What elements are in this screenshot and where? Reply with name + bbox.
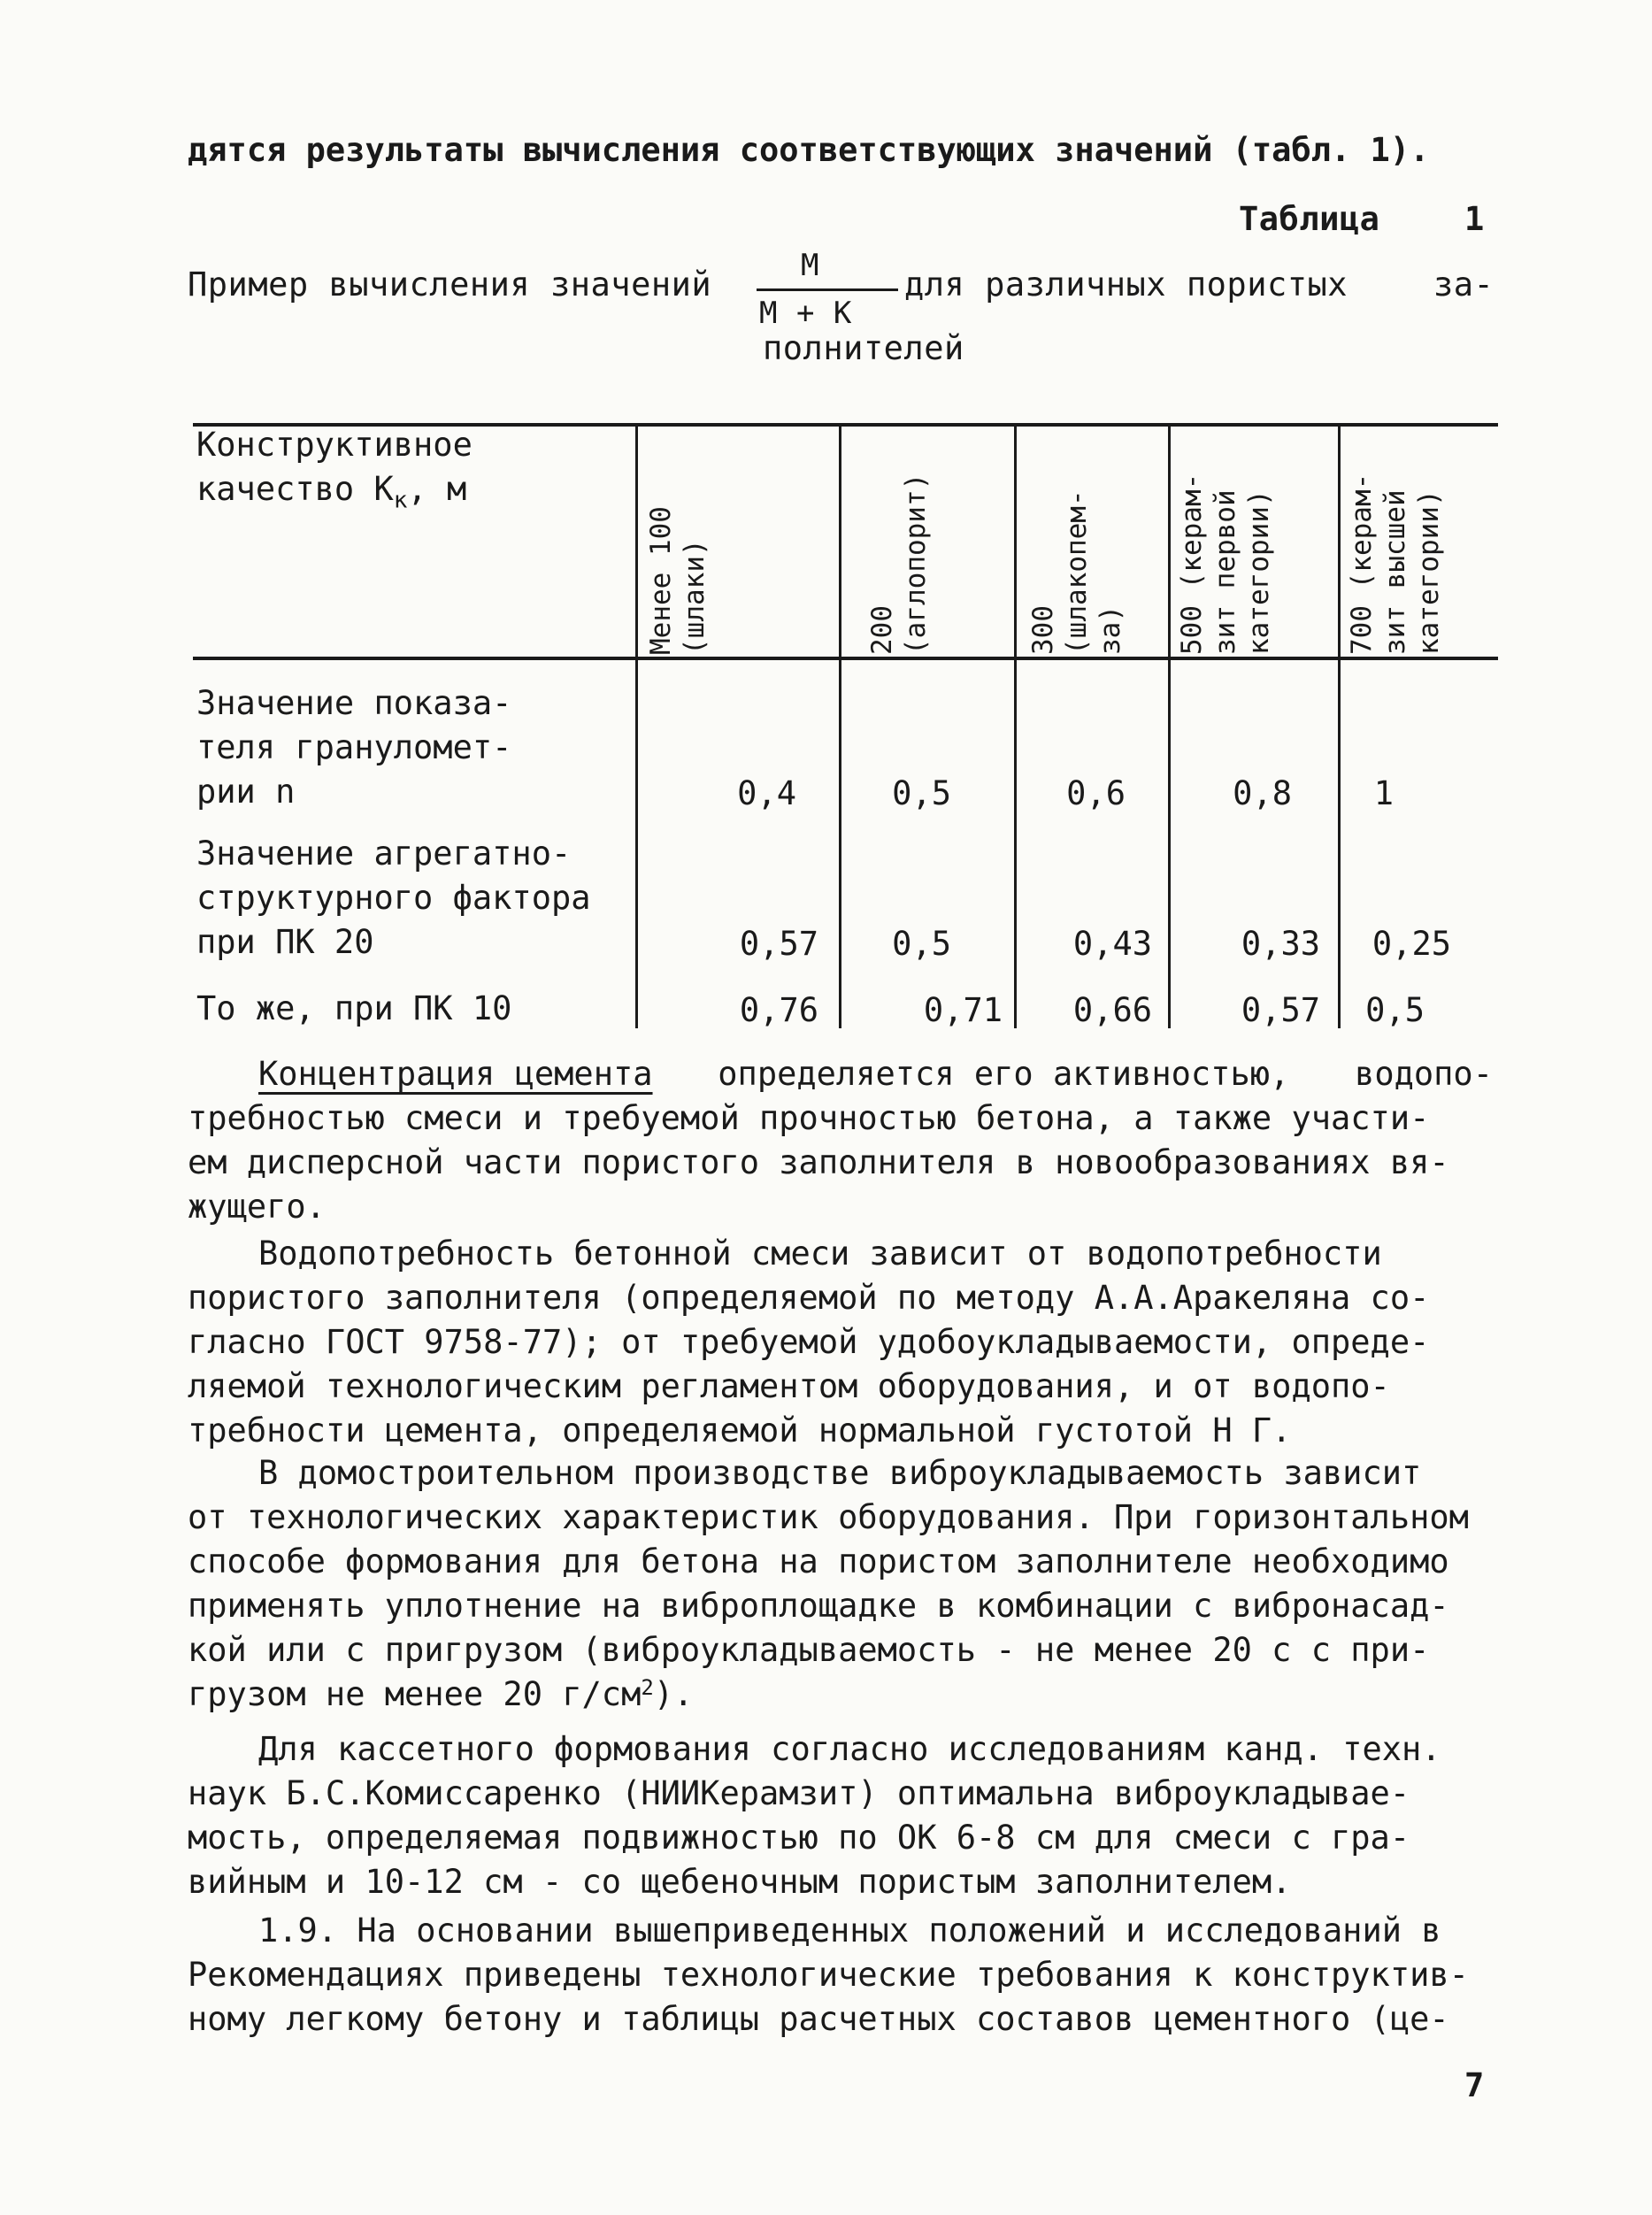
col-header-5: 700 (керам- зит высшей категории) [1346, 473, 1445, 655]
col-header-3: 300 (шлакопем- за) [1027, 489, 1126, 655]
row-label-granulometry: Значение показа- теля грануломет- рии n [196, 684, 512, 811]
caption-suffix: для различных пористых [904, 265, 1348, 304]
caption-prefix: Пример вычисления значений [188, 265, 712, 304]
table-vline-1 [635, 425, 638, 1028]
page-number: 7 [1464, 2066, 1485, 2104]
cell-r1-c2: 0,5 [892, 774, 951, 812]
table-vline-4 [1168, 425, 1171, 1028]
table-vline-2 [839, 425, 841, 1028]
cell-r1-c3: 0,6 [1066, 774, 1126, 812]
fraction-bar [757, 288, 898, 291]
cell-r2-c5: 0,25 [1372, 925, 1451, 963]
cell-r1-c4: 0,8 [1233, 774, 1292, 812]
row-label-aggregate-factor: Значение агрегатно- структурного фактора при ПК 20 [196, 834, 591, 961]
cell-r2-c3: 0,43 [1072, 925, 1152, 963]
cell-r3-c2: 0,71 [923, 991, 1003, 1029]
paragraph-section-1-9: 1.9. На основании вышеприведенных положений и исследований в Рекомендациях приведены технологические требования к конструктив- ному легкому бетону и таблицы расчетных составов цементного (це- [188, 1911, 1469, 2038]
cell-r2-c1: 0,57 [739, 925, 818, 963]
table-number: 1 [1464, 200, 1485, 238]
col-header-1: Менее 100 (шлаки) [645, 506, 711, 655]
table-vline-3 [1014, 425, 1017, 1028]
col-header-2: 200 (аглопорит) [866, 473, 932, 655]
cell-r3-c5: 0,5 [1365, 991, 1425, 1029]
fraction-denominator: М + К [759, 296, 852, 331]
paragraph-cassette-forming: Для кассетного формования согласно исследованиям канд. техн. наук Б.С.Комиссаренко (НИИКерамзит) оптимальна виброукладывае- мость, определяемая подвижностью по ОК 6-8 см для смеси с гра- вийным и 10-12 см - со щебеночным пористым заполнителем. [188, 1730, 1441, 1901]
cell-r1-c1: 0,4 [737, 774, 796, 812]
table-header-quality: Конструктивное качество $К_к$, м [196, 426, 473, 514]
cell-r3-c3: 0,66 [1072, 991, 1152, 1029]
paragraph-water-demand: Водопотребность бетонной смеси зависит от водопотребности пористого заполнителя (определяемой по методу А.А.Аракеляна со- гласно ГОСТ 9758-77); от требуемой удобоукладываемости, опреде- ляемой технологическим регламентом оборудования, и от водопо- требности цемента, определяемой нормальной густотой Н Г. [188, 1234, 1430, 1450]
table-header-rule [193, 657, 1498, 660]
intro-line: дятся результаты вычисления соответствующих значений (табл. 1). [188, 131, 1430, 169]
caption-hyphen-part: за- [1433, 265, 1494, 304]
table-label: Таблица [1239, 200, 1380, 238]
fraction-numerator: М [801, 248, 819, 283]
paragraph-cement-concentration: Концентрация цемента определяется его активностью, водопо- требностью смеси и требуемой прочностью бетона, а также участи- ем дисперсной части пористого заполнителя в новообразованиях вя- жущего. [188, 1055, 1493, 1226]
cell-r3-c4: 0,57 [1241, 991, 1320, 1029]
caption-continuation: полнителей [763, 329, 964, 367]
cell-r2-c4: 0,33 [1241, 925, 1320, 963]
cell-r3-c1: 0,76 [739, 991, 818, 1029]
row-label-same-pk10: То же, при ПК 10 [196, 989, 512, 1027]
table-vline-5 [1338, 425, 1341, 1028]
paragraph-house-building: В домостроительном производстве виброукладываемость зависит от технологических характеристик оборудования. При горизонтальном способе формования для бетона на пористом заполнителе необходимо применять уплотнение на виброплощадке в комбинации с вибронасад- кой или с пригрузом (виброукладываемость - не менее 20 с с при- грузом не менее 20 г/см 2 ). [188, 1454, 1469, 1713]
cell-r2-c2: 0,5 [892, 925, 951, 963]
col-header-4: 500 (керам- зит первой категории) [1176, 473, 1275, 655]
cell-r1-c5: 1 [1373, 774, 1394, 812]
